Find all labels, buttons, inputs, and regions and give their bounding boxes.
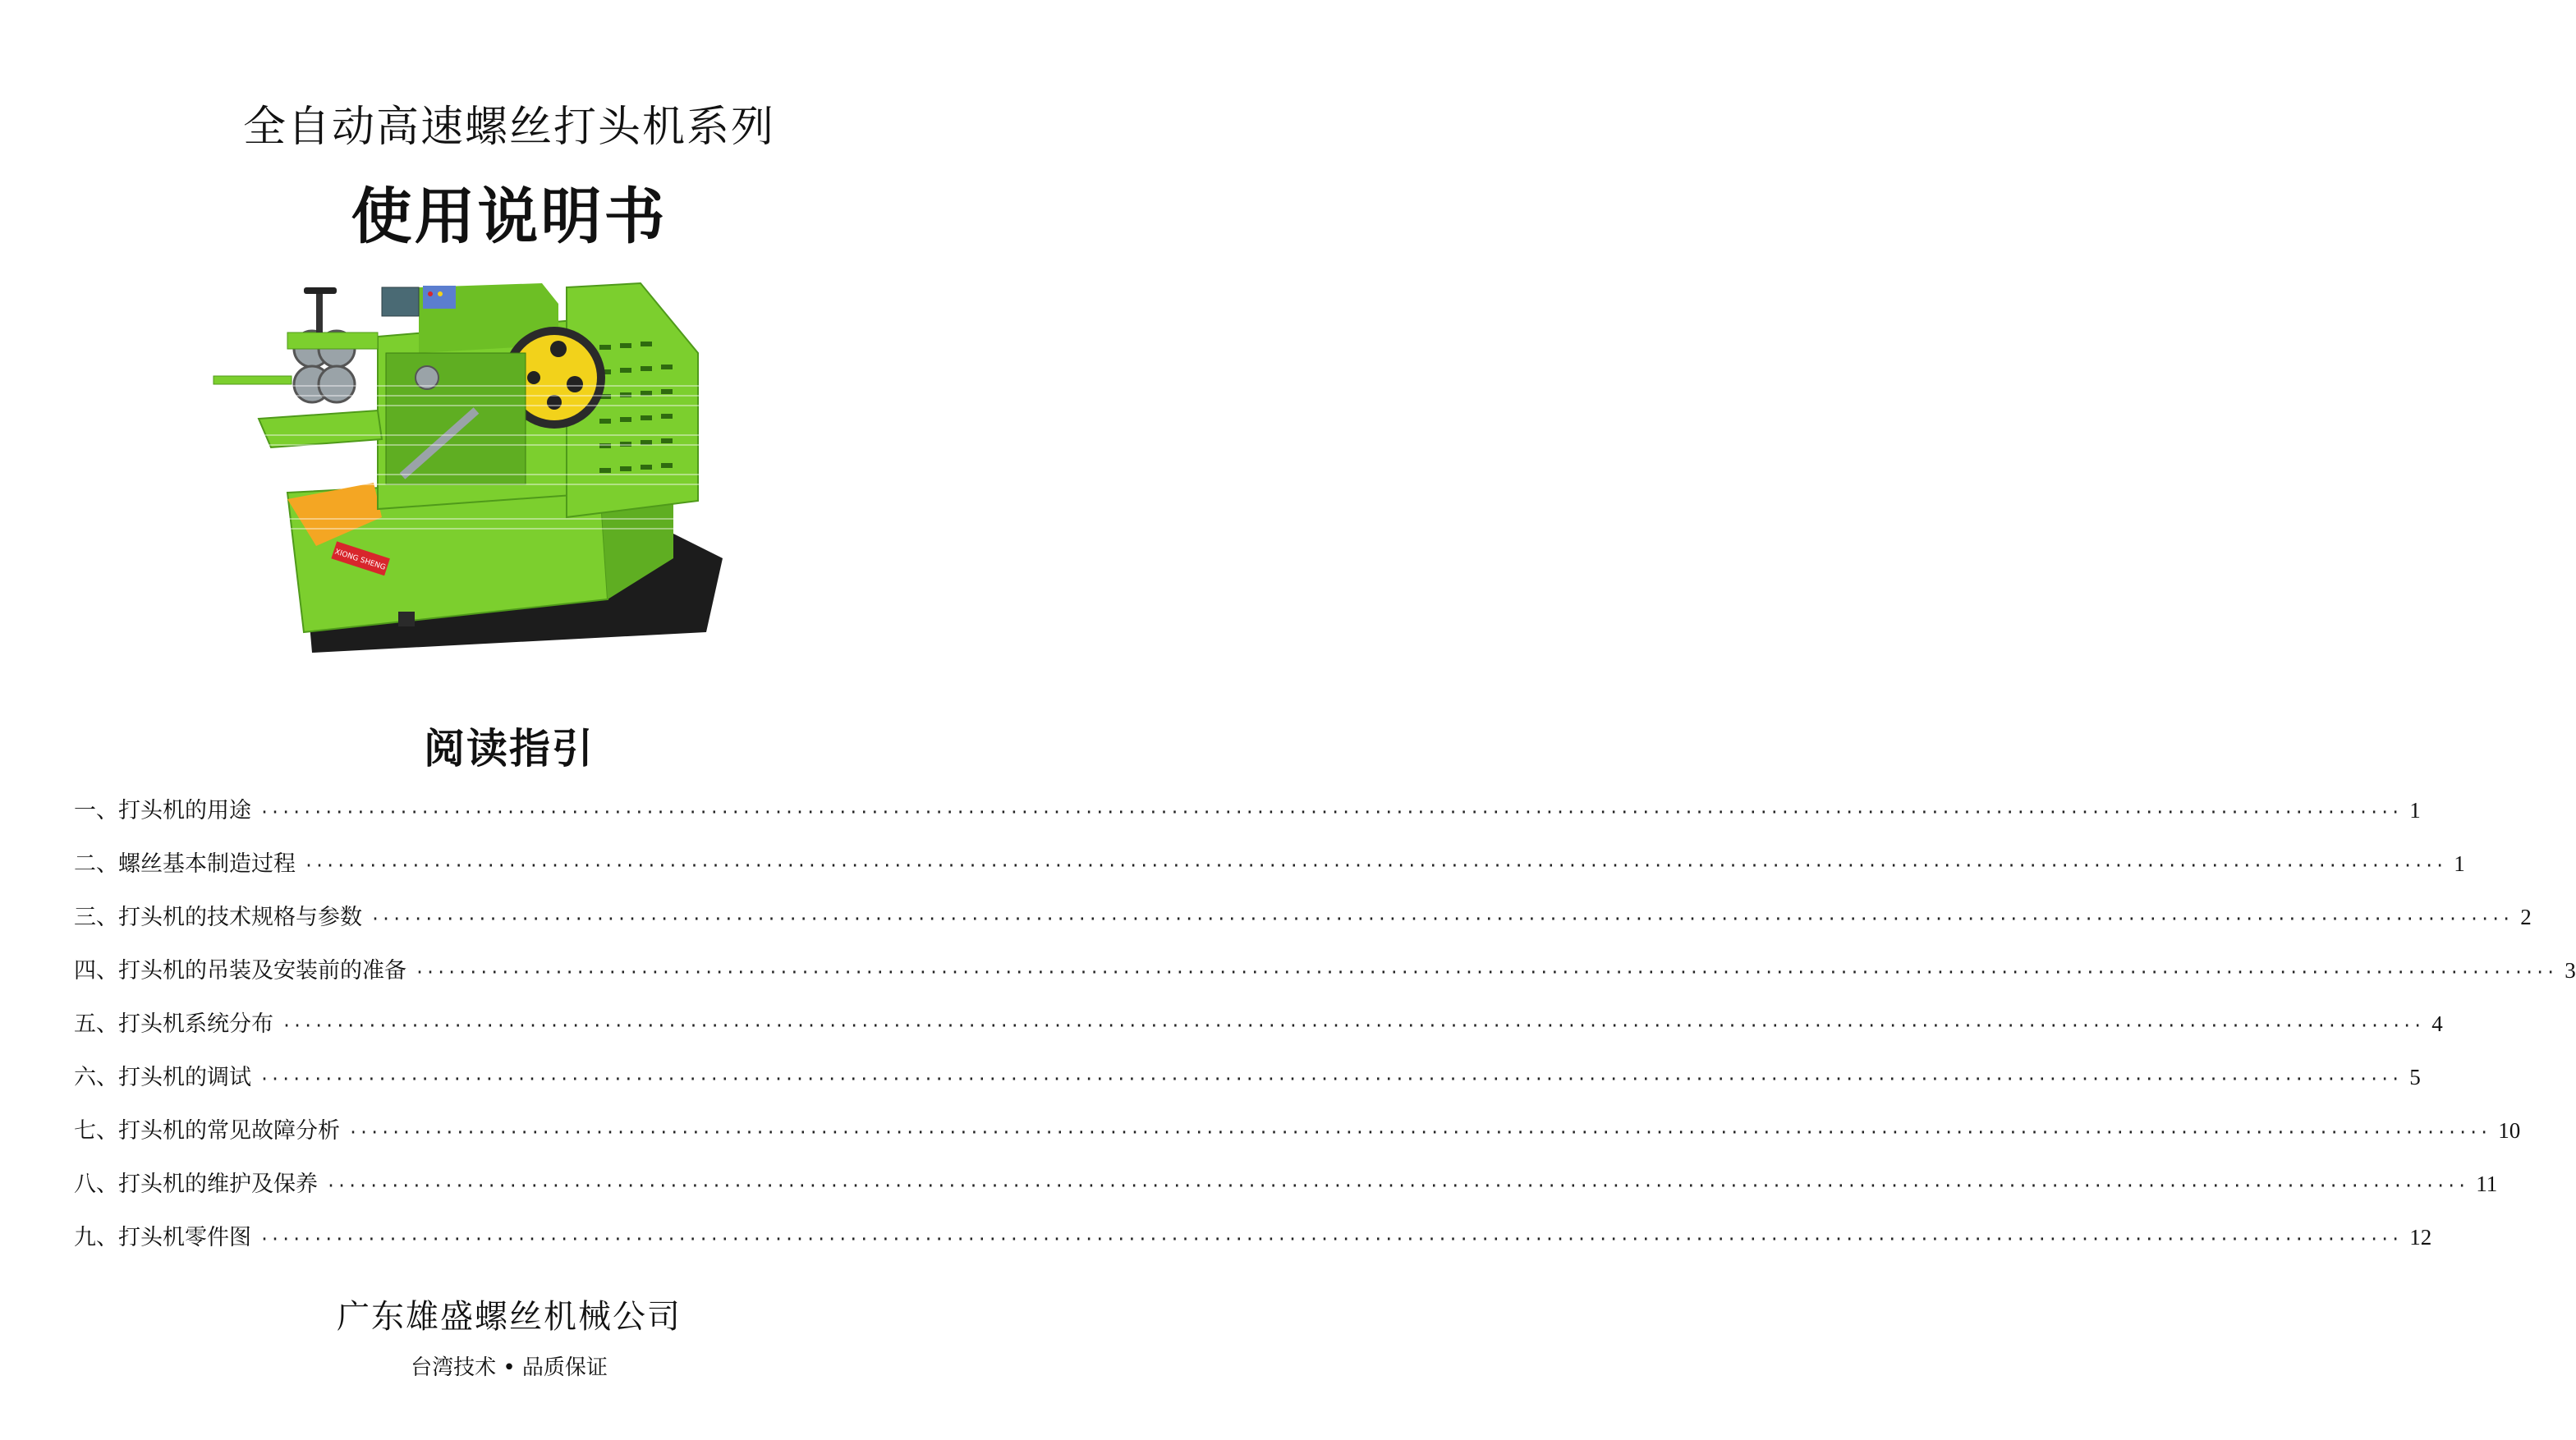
toc-leader-dots: ········································································································································································································: [282, 1016, 2424, 1035]
panel-indicator: [428, 291, 433, 296]
toc-item-label: 五、打头机系统分布: [74, 1011, 273, 1037]
toc-item-page: 11: [2476, 1172, 2498, 1196]
toc-item-label: 三、打头机的技术规格与参数: [74, 905, 362, 930]
toc-leader-dots: ········································································································································································································: [370, 909, 2513, 929]
toc-item-label: 六、打头机的调试: [74, 1065, 251, 1090]
series-title: 全自动高速螺丝打头机系列: [242, 103, 775, 152]
toc-leader-dots: ········································································································································································································: [348, 1122, 2491, 1142]
toc-item[interactable]: [74, 1059, 2421, 1112]
side-tray: [259, 410, 382, 447]
toc-item[interactable]: [74, 1219, 2432, 1273]
page-title: 使用说明书: [351, 181, 668, 252]
toc-item-page: 3: [2565, 958, 2576, 983]
panel-indicator: [438, 291, 443, 296]
gear-housing: [386, 353, 526, 484]
brand-plate-text: XIONG SHENG: [333, 548, 387, 572]
toc-item-page: 4: [2431, 1011, 2443, 1036]
toc-item[interactable]: [74, 792, 2421, 846]
toc-item[interactable]: [74, 899, 2532, 952]
toc-item[interactable]: [74, 846, 2465, 899]
wire-inlet: [214, 376, 292, 384]
toc-item-page: 10: [2498, 1118, 2521, 1143]
toc-leader-dots: ········································································································································································································: [259, 1229, 2402, 1249]
toc-item-label: 七、打头机的常见故障分析: [74, 1118, 340, 1144]
toc-item-page: 12: [2409, 1225, 2432, 1250]
toc-leader-dots: ········································································································································································································: [304, 855, 2446, 875]
toc-item-page: 1: [2454, 851, 2465, 876]
feed-roller: [319, 366, 355, 402]
control-screen: [382, 287, 419, 316]
toc-item-page: 2: [2520, 905, 2532, 929]
toc-item-page: 5: [2409, 1065, 2421, 1089]
toc-item-label: 一、打头机的用途: [74, 798, 251, 823]
base-slot: [398, 612, 415, 626]
company-tagline: 台湾技术 • 品质保证: [411, 1355, 608, 1380]
toc-item[interactable]: [74, 1112, 2521, 1166]
toc-title: 阅读指引: [424, 725, 595, 773]
table-of-contents: [74, 792, 2576, 1273]
toc-leader-dots: ········································································································································································································: [259, 802, 2402, 822]
feeder-frame: [287, 332, 378, 349]
toc-leader-dots: ········································································································································································································: [259, 1069, 2402, 1089]
toc-item-label: 九、打头机零件图: [74, 1225, 251, 1250]
header-machine-drawing: [214, 287, 788, 657]
toc-item-label: 二、螺丝基本制造过程: [74, 851, 296, 877]
toc-item[interactable]: [74, 1006, 2443, 1059]
company-name: 广东雄盛螺丝机械公司: [337, 1298, 682, 1336]
toc-item-page: 1: [2409, 798, 2421, 823]
toc-item[interactable]: [74, 952, 2576, 1006]
toc-leader-dots: ········································································································································································································: [326, 1176, 2468, 1195]
toc-item-label: 八、打头机的维护及保养: [74, 1172, 318, 1197]
toc-item-label: 四、打头机的吊装及安装前的准备: [74, 958, 406, 984]
control-panel: [423, 286, 456, 309]
machine-illustration: [214, 287, 788, 657]
adjust-screw: [316, 291, 323, 332]
toc-leader-dots: ········································································································································································································: [415, 962, 2557, 982]
toc-item[interactable]: [74, 1166, 2498, 1219]
handwheel: [304, 287, 337, 294]
